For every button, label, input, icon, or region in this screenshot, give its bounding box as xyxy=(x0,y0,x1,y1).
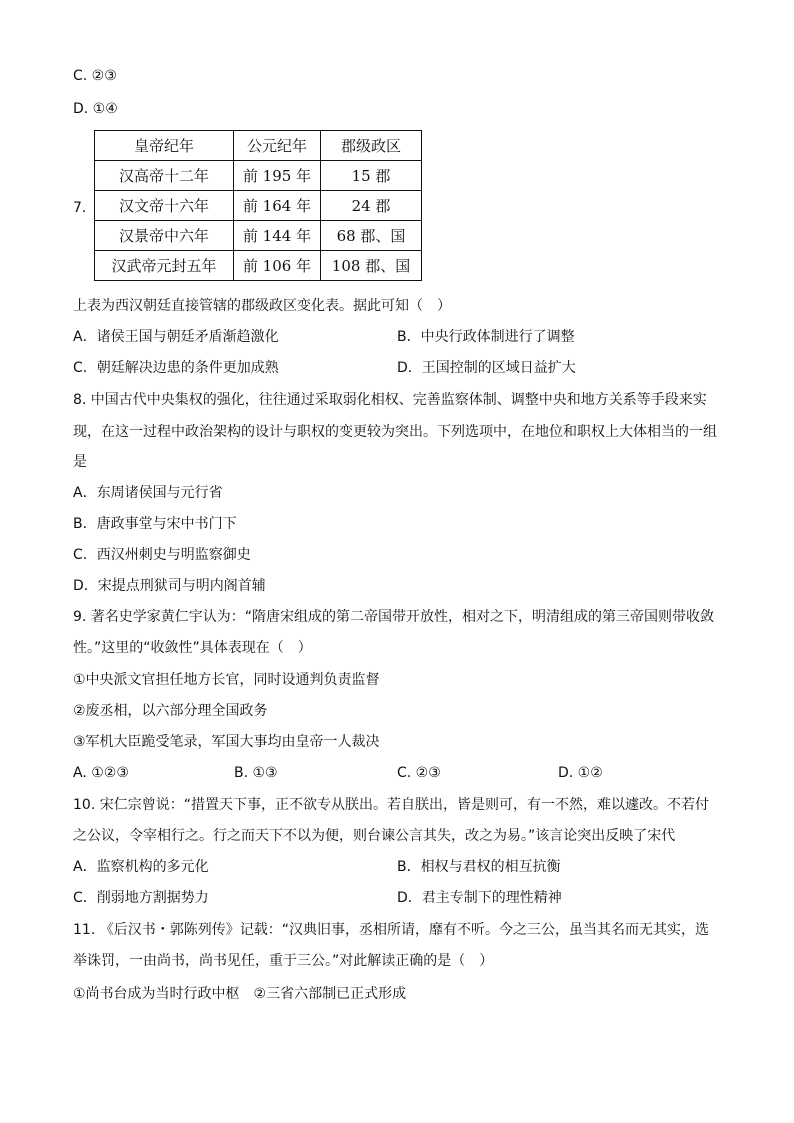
q8-option-b: B．唐政事堂与宋中书门下 xyxy=(73,516,237,532)
q6-option-c: C. ②③ xyxy=(73,68,117,84)
q10-option-d: D．君主专制下的理性精神 xyxy=(397,890,562,906)
q8-stem-line1: 8. 中国古代中央集权的强化，往往通过采取弱化相权、完善监察体制、调整中央和地方关系等手段来实 xyxy=(73,392,707,408)
q9-option-a: A. ①②③ xyxy=(73,765,129,781)
table-row xyxy=(95,251,422,281)
q7-table xyxy=(94,130,422,281)
table-header-cell: 郡级政区 xyxy=(321,131,422,161)
q8-option-d: D．宋提点刑狱司与明内阁首辅 xyxy=(73,578,266,594)
q11-items: ①尚书台成为当时行政中枢 ②三省六部制已正式形成 xyxy=(73,986,407,1002)
q8-stem-line3: 是 xyxy=(73,454,87,470)
table-row xyxy=(95,191,422,221)
table-cell: 前 164 年 xyxy=(234,191,321,221)
q8-stem-line2: 现，在这一过程中政治架构的设计与职权的变更较为突出。下列选项中，在地位和职权上大体相当的一组 xyxy=(73,424,717,440)
q9-option-d: D. ①② xyxy=(558,765,603,781)
q10-option-c: C．削弱地方割据势力 xyxy=(73,890,209,906)
table-cell: 汉景帝中六年 xyxy=(95,221,234,251)
q6-option-d: D. ①④ xyxy=(73,101,118,117)
q9-stem-line2: 性。”这里的“收敛性”具体表现在（ ） xyxy=(73,640,312,656)
q8-option-c: C．西汉州刺史与明监察御史 xyxy=(73,547,251,563)
q9-item-3: ③军机大臣跪受笔录，军国大事均由皇帝一人裁决 xyxy=(73,734,380,750)
table-cell: 汉武帝元封五年 xyxy=(95,251,234,281)
q9-option-b: B. ①③ xyxy=(234,765,278,781)
table-cell: 15 郡 xyxy=(321,161,422,191)
q8-option-a: A．东周诸侯国与元行省 xyxy=(73,485,223,501)
q11-stem-line2: 举诛罚，一由尚书，尚书见任，重于三公。”对此解读正确的是（ ） xyxy=(73,953,494,969)
table-cell: 68 郡、国 xyxy=(321,221,422,251)
table-cell: 24 郡 xyxy=(321,191,422,221)
q9-stem-line1: 9. 著名史学家黄仁宇认为：“隋唐宋组成的第二帝国带开放性，相对之下，明清组成的第三帝国则带收敛 xyxy=(73,609,715,625)
table-header-cell: 皇帝纪年 xyxy=(95,131,234,161)
table-header-row xyxy=(95,131,422,161)
q7-option-a: A．诸侯王国与朝廷矛盾渐趋激化 xyxy=(73,329,279,345)
q10-option-a: A．监察机构的多元化 xyxy=(73,859,209,875)
q9-item-2: ②废丞相，以六部分理全国政务 xyxy=(73,703,268,719)
q11-stem-line1: 11. 《后汉书・郭陈列传》记载：“汉典旧事，丞相所请，靡有不听。今之三公，虽当其名而无其实，选 xyxy=(73,922,709,938)
q7-number: 7. xyxy=(73,200,87,216)
table-header-cell: 公元纪年 xyxy=(234,131,321,161)
table-cell: 前 106 年 xyxy=(234,251,321,281)
q7-option-b: B．中央行政体制进行了调整 xyxy=(397,329,575,345)
table-row xyxy=(95,221,422,251)
table-cell: 108 郡、国 xyxy=(321,251,422,281)
q10-stem-line2: 之公议，令宰相行之。行之而天下不以为便，则台谏公言其失，改之为易。”该言论突出反映了宋代 xyxy=(73,828,676,844)
table-cell: 前 144 年 xyxy=(234,221,321,251)
table-cell: 汉文帝十六年 xyxy=(95,191,234,221)
table-cell: 汉高帝十二年 xyxy=(95,161,234,191)
q9-item-1: ①中央派文官担任地方长官，同时设通判负责监督 xyxy=(73,672,380,688)
q10-stem-line1: 10. 宋仁宗曾说：“措置天下事，正不欲专从朕出。若自朕出，皆是则可，有一不然，难以遽改。不若付 xyxy=(73,797,709,813)
q10-option-b: B．相权与君权的相互抗衡 xyxy=(397,859,561,875)
q7-stem: 上表为西汉朝廷直接管辖的郡级政区变化表。据此可知（ ） xyxy=(73,298,451,314)
table-row xyxy=(95,161,422,191)
q7-option-c: C．朝廷解决边患的条件更加成熟 xyxy=(73,360,279,376)
q7-option-d: D．王国控制的区域日益扩大 xyxy=(397,360,576,376)
table-cell: 前 195 年 xyxy=(234,161,321,191)
q9-option-c: C. ②③ xyxy=(397,765,441,781)
